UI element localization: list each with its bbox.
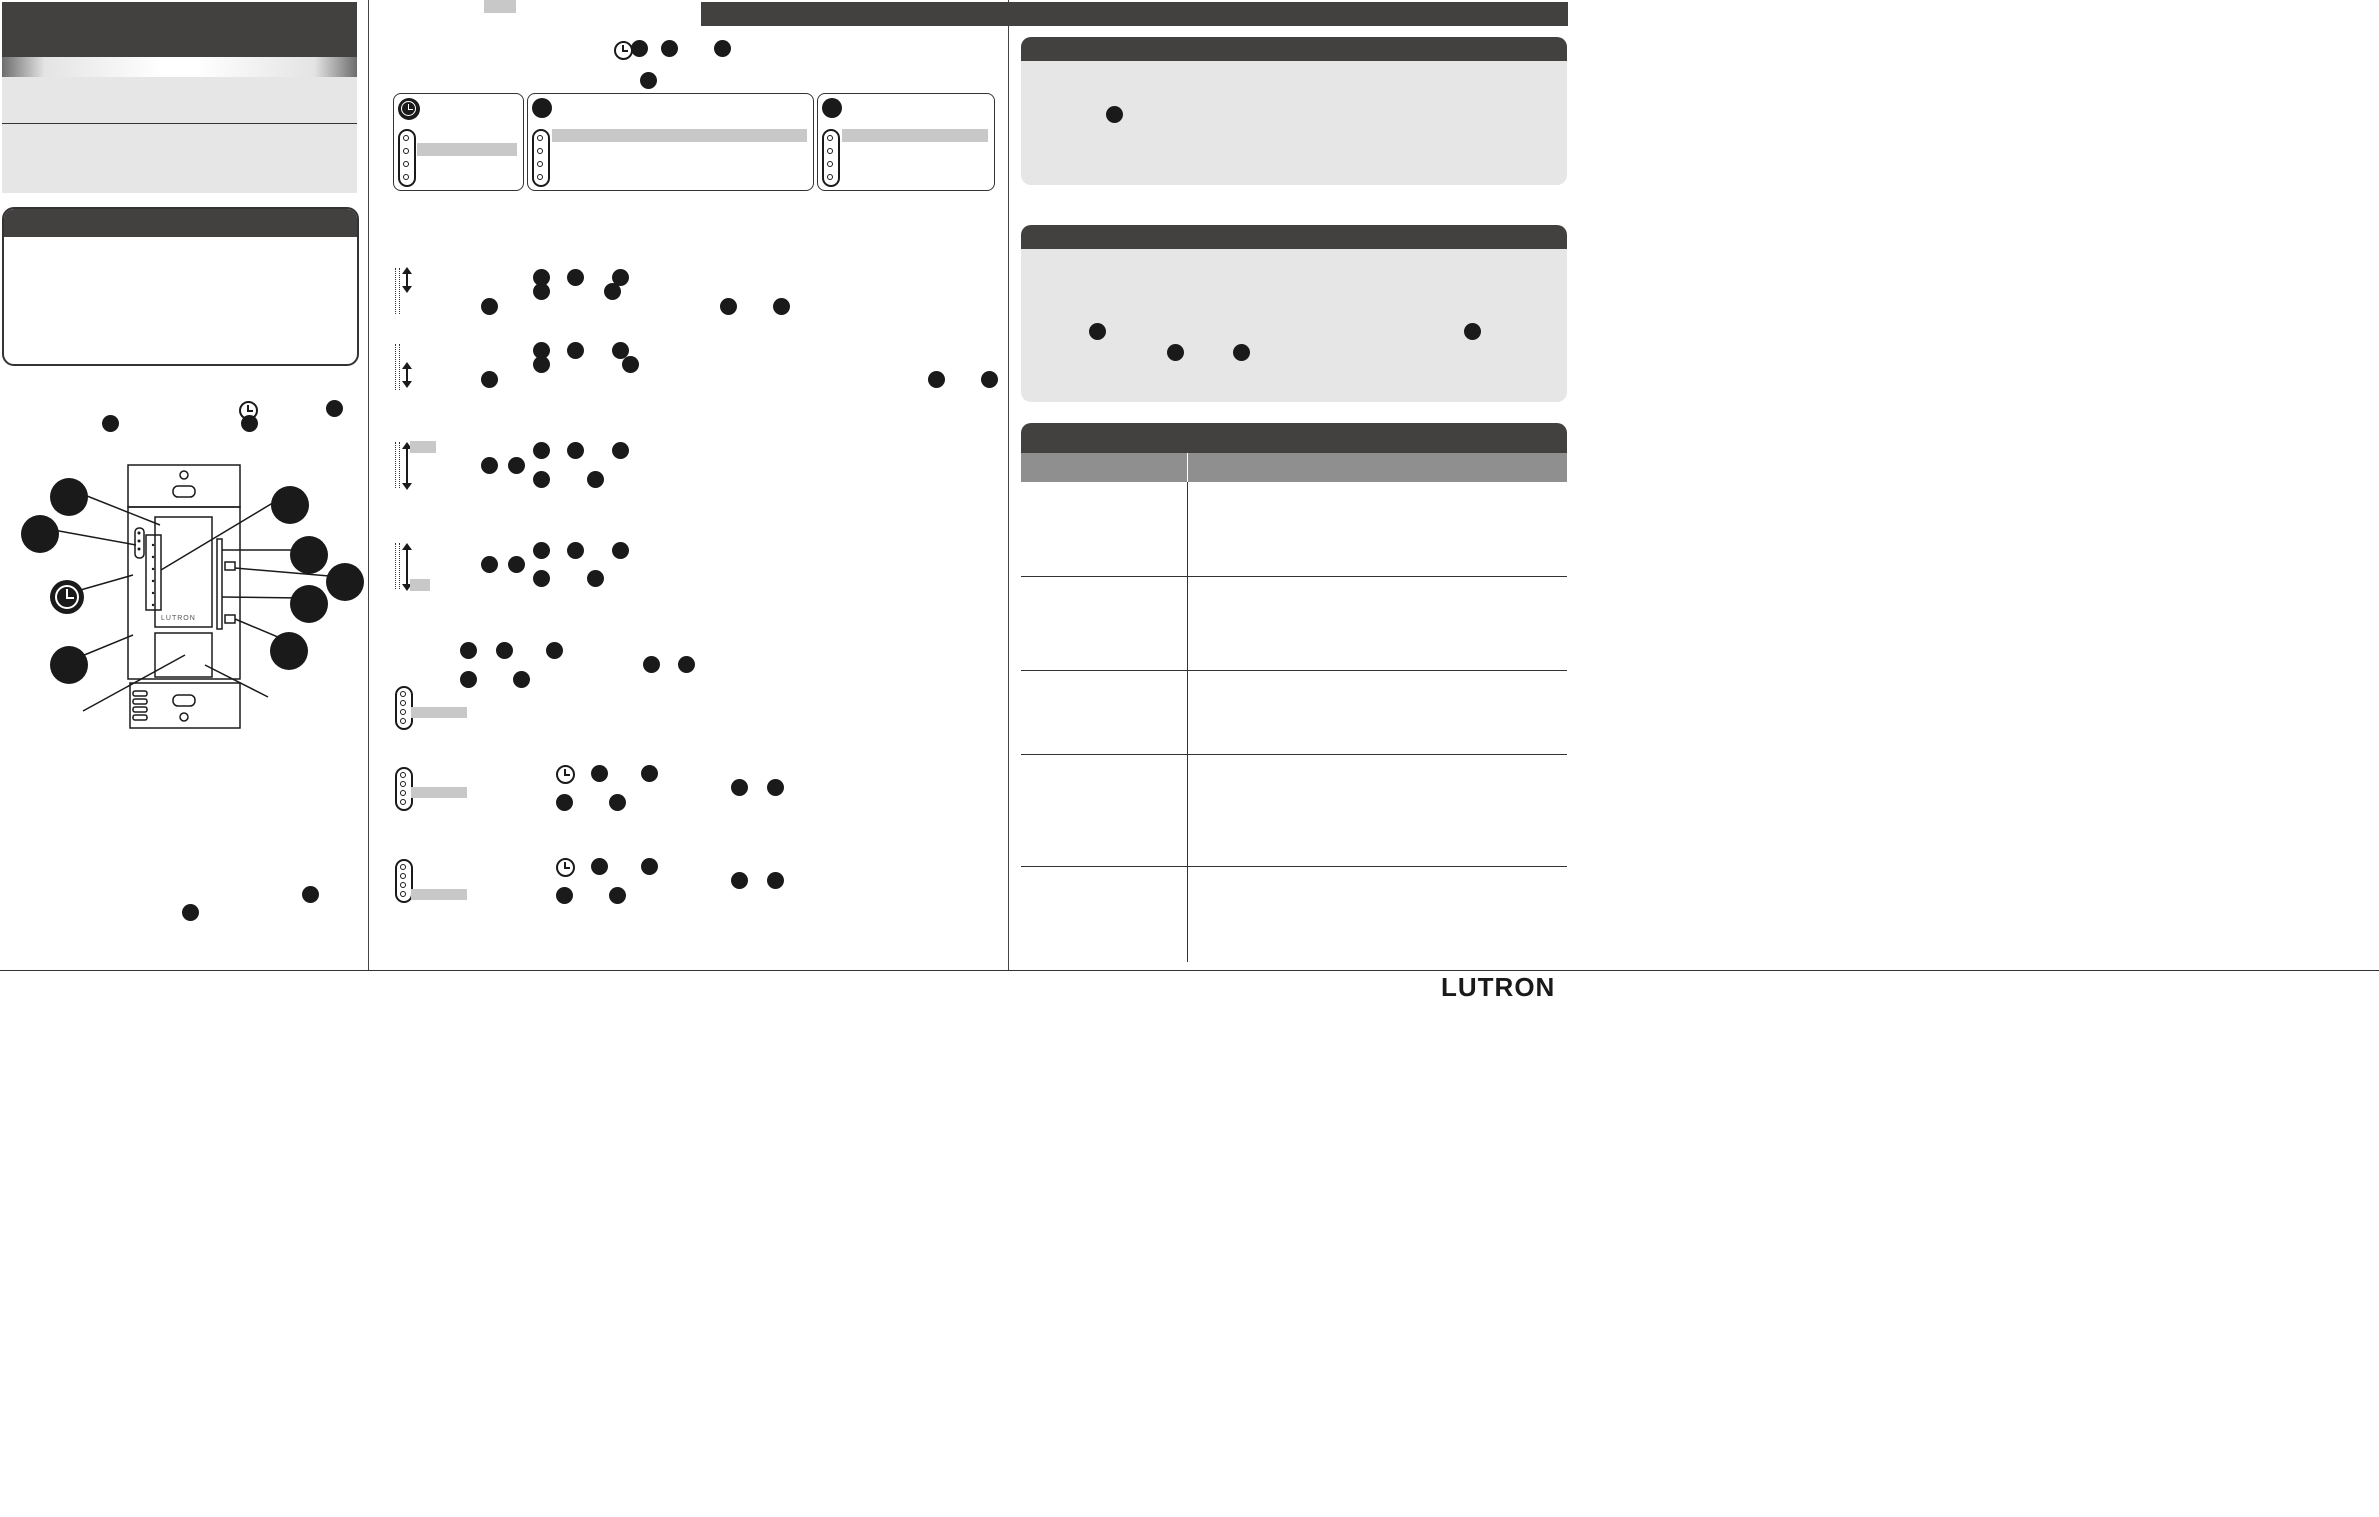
table-row-divider [1021, 866, 1567, 867]
table-row-divider [1021, 576, 1567, 577]
right-panel-2 [1021, 225, 1567, 402]
numbered-marker-icon [460, 642, 477, 659]
numbered-marker-icon [533, 570, 550, 587]
numbered-marker-icon [591, 765, 608, 782]
numbered-marker-icon [640, 72, 657, 89]
numbered-marker-icon [481, 298, 498, 315]
placeholder-bar [842, 129, 988, 142]
numbered-marker-icon [326, 563, 364, 601]
clock-icon [556, 765, 575, 784]
numbered-marker-icon [50, 646, 88, 684]
numbered-marker-icon [546, 642, 563, 659]
numbered-marker-icon [326, 400, 343, 417]
clock-icon [50, 580, 84, 614]
numbered-marker-icon [767, 779, 784, 796]
left-intro-panel [2, 77, 357, 193]
numbered-marker-icon [50, 478, 88, 516]
placeholder-bar [411, 889, 467, 900]
numbered-marker-icon [714, 40, 731, 57]
numbered-marker-icon [981, 371, 998, 388]
numbered-marker-icon [731, 779, 748, 796]
numbered-marker-icon [302, 886, 319, 903]
numbered-marker-icon [270, 632, 308, 670]
numbered-marker-icon [641, 858, 658, 875]
left-notice-card [2, 207, 359, 366]
numbered-marker-icon [556, 887, 573, 904]
led-bar-icon [822, 129, 840, 187]
numbered-marker-icon [290, 536, 328, 574]
placeholder-bar [552, 129, 807, 142]
numbered-marker-icon [533, 471, 550, 488]
numbered-marker-icon [1106, 106, 1123, 123]
numbered-marker-icon [643, 656, 660, 673]
clock-icon [614, 41, 633, 60]
table-row-divider [1021, 754, 1567, 755]
numbered-marker-icon [556, 794, 573, 811]
numbered-marker-icon [720, 298, 737, 315]
right-table-col-divider [1187, 482, 1188, 962]
numbered-marker-icon [460, 671, 477, 688]
numbered-marker-icon [822, 98, 842, 118]
right-table-col-divider-head [1187, 453, 1188, 482]
numbered-marker-icon [1089, 323, 1106, 340]
placeholder-bar [417, 143, 517, 156]
numbered-marker-icon [661, 40, 678, 57]
brand-logo: LUTRON [1441, 972, 1556, 1002]
numbered-marker-icon [481, 371, 498, 388]
numbered-marker-icon [508, 457, 525, 474]
numbered-marker-icon [1167, 344, 1184, 361]
mode-box-three [817, 93, 995, 191]
right-panel-1-header [1021, 37, 1567, 61]
right-table-header [1021, 423, 1567, 453]
numbered-marker-icon [21, 515, 59, 553]
left-intro-divider [2, 123, 357, 124]
placeholder-bar [410, 441, 436, 453]
numbered-marker-icon [773, 298, 790, 315]
numbered-marker-icon [609, 794, 626, 811]
numbered-marker-icon [241, 415, 258, 432]
numbered-marker-icon [587, 570, 604, 587]
left-title-band [2, 2, 357, 57]
numbered-marker-icon [567, 542, 584, 559]
numbered-marker-icon [1464, 323, 1481, 340]
column-divider [1008, 0, 1009, 970]
numbered-marker-icon [496, 642, 513, 659]
numbered-marker-icon [631, 40, 648, 57]
numbered-marker-icon [641, 765, 658, 782]
numbered-marker-icon [567, 342, 584, 359]
led-scale-up-down-icon [392, 344, 416, 390]
left-gradient-band [2, 57, 357, 77]
middle-heading-highlight [484, 0, 516, 13]
numbered-marker-icon [591, 858, 608, 875]
numbered-marker-icon [567, 269, 584, 286]
numbered-marker-icon [271, 486, 309, 524]
numbered-marker-icon [481, 457, 498, 474]
numbered-marker-icon [533, 542, 550, 559]
right-panel-2-header [1021, 225, 1567, 249]
right-table-col-header [1021, 453, 1567, 482]
clock-icon [398, 98, 420, 120]
numbered-marker-icon [533, 283, 550, 300]
numbered-marker-icon [1233, 344, 1250, 361]
numbered-marker-icon [513, 671, 530, 688]
mode-box-two [527, 93, 814, 191]
numbered-marker-icon [508, 556, 525, 573]
clock-icon [556, 858, 575, 877]
placeholder-bar [411, 787, 467, 798]
numbered-marker-icon [567, 442, 584, 459]
numbered-marker-icon [731, 872, 748, 889]
numbered-marker-icon [533, 356, 550, 373]
led-bar-icon [532, 129, 550, 187]
device-logo: LUTRON [161, 615, 196, 622]
numbered-marker-icon [622, 356, 639, 373]
numbered-marker-icon [481, 556, 498, 573]
numbered-marker-icon [612, 442, 629, 459]
numbered-marker-icon [532, 98, 552, 118]
numbered-marker-icon [290, 585, 328, 623]
numbered-marker-icon [102, 415, 119, 432]
numbered-marker-icon [604, 283, 621, 300]
table-row-divider [1021, 670, 1567, 671]
column-divider [368, 0, 369, 970]
numbered-marker-icon [609, 887, 626, 904]
placeholder-bar [410, 579, 430, 591]
middle-title-band [701, 2, 1568, 26]
led-bar-icon [398, 129, 416, 187]
right-panel-1 [1021, 37, 1567, 185]
numbered-marker-icon [678, 656, 695, 673]
numbered-marker-icon [533, 442, 550, 459]
numbered-marker-icon [928, 371, 945, 388]
numbered-marker-icon [587, 471, 604, 488]
numbered-marker-icon [612, 542, 629, 559]
led-scale-up-down-icon [392, 268, 416, 314]
numbered-marker-icon [767, 872, 784, 889]
placeholder-bar [411, 707, 467, 718]
numbered-marker-icon [182, 904, 199, 921]
left-notice-header [4, 209, 357, 237]
footer-rule [0, 970, 2379, 971]
